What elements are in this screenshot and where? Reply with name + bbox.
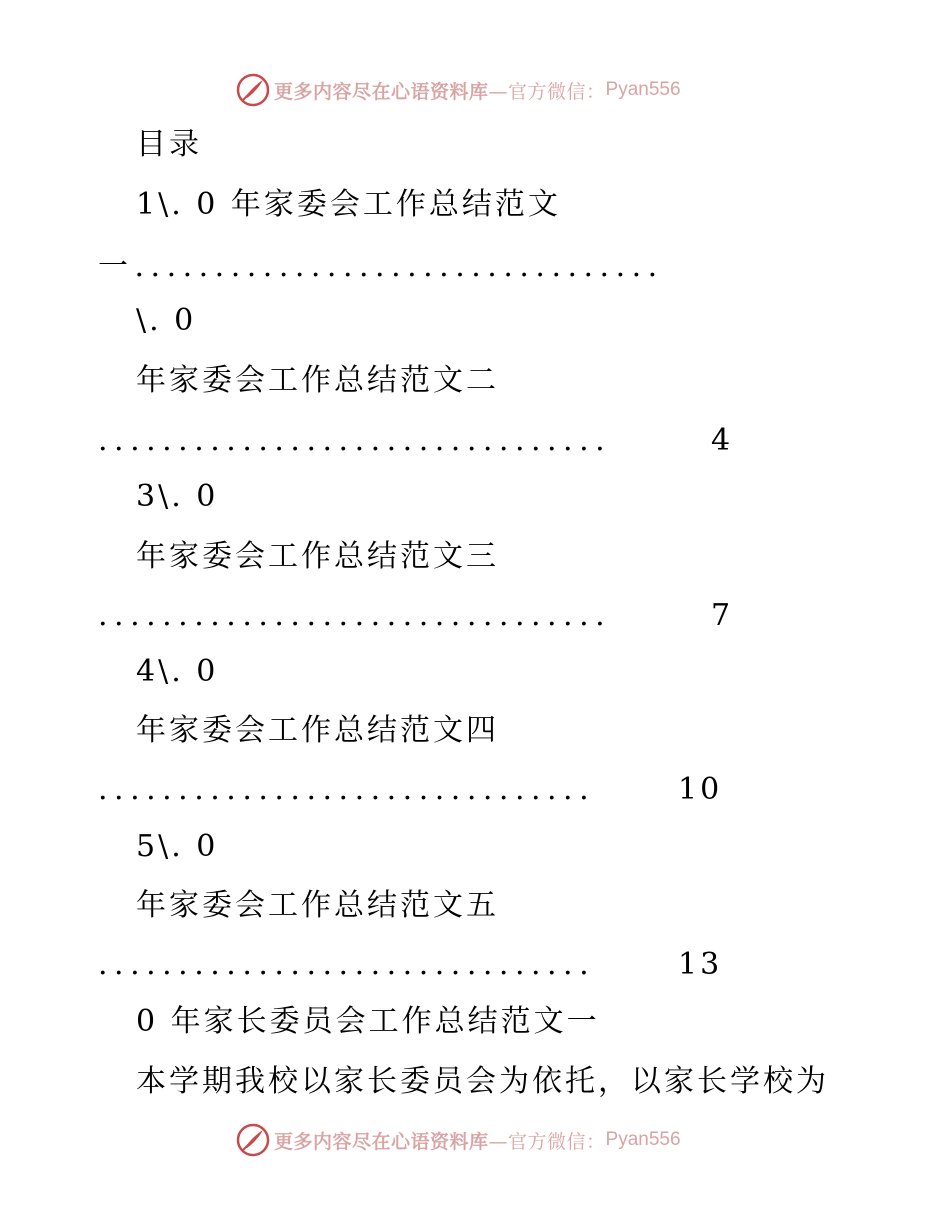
- footer-watermark: [236, 1122, 681, 1158]
- toc-entry-2-title: 年家委会工作总结范文二: [136, 363, 499, 398]
- watermark-wechat-id: Pyan556: [605, 79, 681, 100]
- toc-entry-4-title: 年家委会工作总结范文四: [136, 713, 499, 748]
- toc-entry-5-page: 13: [678, 947, 723, 982]
- toc-entry-3-leader: ................................: [98, 598, 612, 633]
- quill-logo-icon: [236, 73, 270, 107]
- toc-entry-4-page: 10: [678, 772, 723, 807]
- toc-entry-5-leader: ...............................: [98, 947, 596, 982]
- toc-entry-4-leader: ...............................: [98, 772, 596, 807]
- watermark-main-text: 更多内容尽在心语资料库: [274, 80, 489, 103]
- toc-entry-2-page: 4: [711, 423, 734, 458]
- toc-entry-2-leader: ................................: [98, 423, 612, 458]
- toc-entry-5-number: 5\. 0: [136, 829, 219, 864]
- toc-entry-1-title: 1\. 0 年家委会工作总结范文: [136, 187, 561, 222]
- toc-entry-4-number: 4\. 0: [136, 654, 219, 689]
- toc-entry-3-number: 3\. 0: [136, 479, 219, 514]
- header-watermark: [236, 72, 681, 108]
- watermark-sub-text: —官方微信：: [488, 1130, 606, 1153]
- body-paragraph: 本学期我校以家长委员会为依托，以家长学校为: [136, 1064, 829, 1099]
- toc-entry-2-number: \. 0: [136, 303, 197, 338]
- watermark-sub-text: —官方微信：: [488, 80, 606, 103]
- toc-title: 目录: [136, 127, 202, 162]
- toc-entry-3-page: 7: [711, 598, 734, 633]
- toc-entry-1-leader: 一.................................: [98, 249, 664, 284]
- quill-logo-icon: [236, 1123, 270, 1157]
- toc-entry-3-title: 年家委会工作总结范文三: [136, 539, 499, 574]
- toc-entry-5-title: 年家委会工作总结范文五: [136, 888, 499, 923]
- watermark-wechat-id: Pyan556: [605, 1129, 681, 1150]
- section-heading: 0 年家长委员会工作总结范文一: [136, 1004, 600, 1039]
- watermark-main-text: 更多内容尽在心语资料库: [274, 1130, 489, 1153]
